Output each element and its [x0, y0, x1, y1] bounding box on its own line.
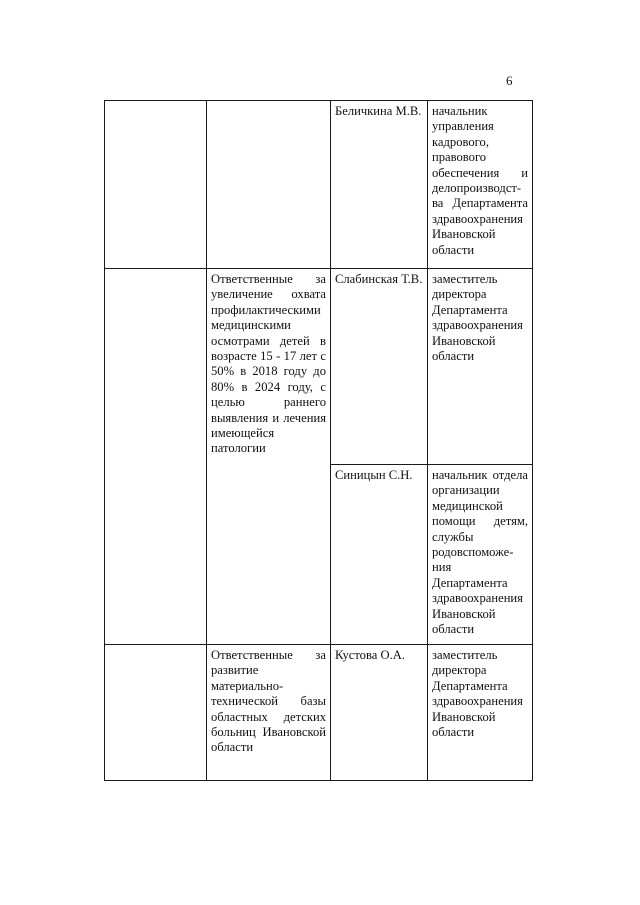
person-name-cell: Слабинская Т.В. [331, 269, 428, 465]
page-number: 6 [506, 73, 513, 88]
person-position-cell: начальник управления кадрового, правового обеспечения и делопроизводст-ва Департамента здравоохранения Ивановской области [428, 101, 533, 269]
table-row [105, 269, 533, 465]
table-cell-empty [105, 645, 207, 781]
person-position-cell: начальник отдела организации медицинской помощи детям, службы родовспоможе-ния Департамента здравоохранения Ивановской области [428, 465, 533, 645]
table-row [105, 645, 533, 781]
person-name-cell: Синицын С.Н. [331, 465, 428, 645]
responsibility-table [104, 100, 533, 781]
person-name-cell: Кустова О.А. [331, 645, 428, 781]
task-cell: Ответственные за увеличение охвата профилактическими медицинскими осмотрами детей в возрасте 15 - 17 лет с 50% в 2018 году до 80% в 2024 году, с целью раннего выявления и лечения имеющейся патологии [207, 269, 331, 645]
table-cell-empty [105, 269, 207, 645]
person-position-cell: заместитель директора Департамента здравоохранения Ивановской области [428, 645, 533, 781]
table-row [105, 101, 533, 269]
person-position-cell: заместитель директора Департамента здравоохранения Ивановской области [428, 269, 533, 465]
task-cell [207, 101, 331, 269]
person-name-cell: Беличкина М.В. [331, 101, 428, 269]
task-cell: Ответственные за развитие материально-технической базы областных детских больниц Ивановской области [207, 645, 331, 781]
table-cell-empty [105, 101, 207, 269]
